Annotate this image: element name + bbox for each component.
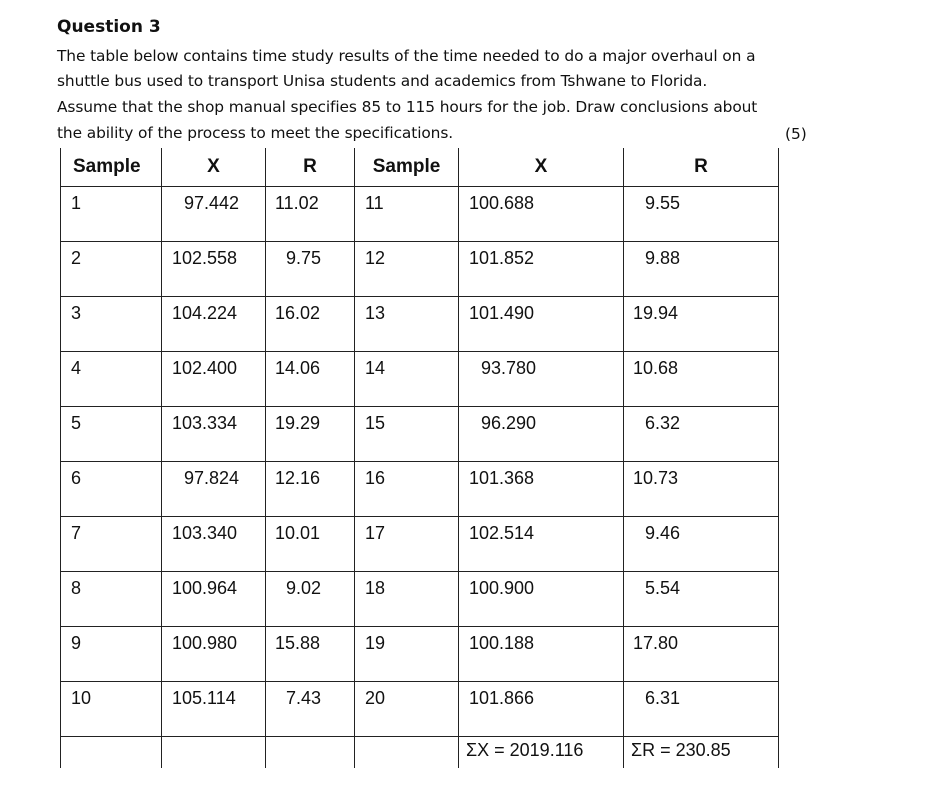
table-row — [61, 627, 779, 682]
cell-sample: 1 — [61, 187, 162, 242]
cell-r: 16.02 — [266, 297, 355, 352]
cell-r: 5.54 — [624, 572, 779, 627]
table-row — [61, 242, 779, 297]
cell-sample: 9 — [61, 627, 162, 682]
question-line-3: Assume that the shop manual specifies 85 to 115 hours for the job. Draw conclusions about — [57, 98, 758, 116]
cell-x: 102.514 — [459, 517, 624, 572]
cell-r: 9.46 — [624, 517, 779, 572]
cell-sample: 15 — [355, 407, 459, 462]
cell-x: 102.400 — [162, 352, 266, 407]
cell-sample: 17 — [355, 517, 459, 572]
time-study-table — [60, 148, 779, 768]
header-sample-2: Sample — [355, 148, 459, 187]
cell-r: 9.55 — [624, 187, 779, 242]
sum-x-total: ΣX = 2019.116 — [459, 737, 624, 768]
cell-sample: 19 — [355, 627, 459, 682]
cell-x: 96.290 — [459, 407, 624, 462]
table-row — [61, 297, 779, 352]
sum-r-total: ΣR = 230.85 — [624, 737, 779, 768]
cell-sample: 16 — [355, 462, 459, 517]
cell-r: 14.06 — [266, 352, 355, 407]
cell-r: 10.68 — [624, 352, 779, 407]
question-line-2: shuttle bus used to transport Unisa students and academics from Tshwane to Florida. — [57, 72, 708, 90]
empty-cell — [355, 737, 459, 768]
cell-x: 104.224 — [162, 297, 266, 352]
cell-x: 101.368 — [459, 462, 624, 517]
cell-x: 103.334 — [162, 407, 266, 462]
cell-x: 100.188 — [459, 627, 624, 682]
cell-x: 105.114 — [162, 682, 266, 737]
cell-sample: 3 — [61, 297, 162, 352]
cell-sample: 7 — [61, 517, 162, 572]
table-row — [61, 682, 779, 737]
table-row — [61, 407, 779, 462]
header-x-1: X — [162, 148, 266, 187]
cell-r: 10.73 — [624, 462, 779, 517]
cell-sample: 13 — [355, 297, 459, 352]
cell-x: 100.980 — [162, 627, 266, 682]
cell-sample: 18 — [355, 572, 459, 627]
table-row — [61, 572, 779, 627]
cell-x: 101.852 — [459, 242, 624, 297]
empty-cell — [162, 737, 266, 768]
cell-x: 100.688 — [459, 187, 624, 242]
cell-r: 12.16 — [266, 462, 355, 517]
cell-sample: 2 — [61, 242, 162, 297]
cell-x: 100.964 — [162, 572, 266, 627]
cell-x: 101.490 — [459, 297, 624, 352]
header-r-1: R — [266, 148, 355, 187]
cell-x: 102.558 — [162, 242, 266, 297]
cell-r: 17.80 — [624, 627, 779, 682]
cell-sample: 8 — [61, 572, 162, 627]
question-marks: (5) — [785, 125, 807, 143]
totals-row — [61, 737, 779, 768]
table-row — [61, 352, 779, 407]
cell-sample: 14 — [355, 352, 459, 407]
cell-x: 101.866 — [459, 682, 624, 737]
question-line-4: the ability of the process to meet the specifications. — [57, 124, 454, 142]
cell-sample: 10 — [61, 682, 162, 737]
cell-x: 97.824 — [162, 462, 266, 517]
table-row — [61, 462, 779, 517]
empty-cell — [266, 737, 355, 768]
cell-r: 19.94 — [624, 297, 779, 352]
cell-r: 9.88 — [624, 242, 779, 297]
cell-x: 93.780 — [459, 352, 624, 407]
table-header-row — [61, 148, 779, 187]
cell-sample: 12 — [355, 242, 459, 297]
cell-sample: 4 — [61, 352, 162, 407]
question-line-1: The table below contains time study results of the time needed to do a major overhaul on a — [57, 47, 756, 65]
table-row — [61, 517, 779, 572]
cell-r: 9.75 — [266, 242, 355, 297]
cell-r: 6.32 — [624, 407, 779, 462]
cell-r: 10.01 — [266, 517, 355, 572]
empty-cell — [61, 737, 162, 768]
cell-r: 7.43 — [266, 682, 355, 737]
question-heading: Question 3 — [57, 17, 161, 37]
cell-r: 6.31 — [624, 682, 779, 737]
cell-r: 11.02 — [266, 187, 355, 242]
header-r-2: R — [624, 148, 779, 187]
cell-r: 19.29 — [266, 407, 355, 462]
cell-sample: 6 — [61, 462, 162, 517]
header-x-2: X — [459, 148, 624, 187]
table-row — [61, 187, 779, 242]
cell-x: 97.442 — [162, 187, 266, 242]
cell-sample: 20 — [355, 682, 459, 737]
cell-r: 9.02 — [266, 572, 355, 627]
cell-x: 103.340 — [162, 517, 266, 572]
cell-sample: 5 — [61, 407, 162, 462]
header-sample-1: Sample — [61, 148, 162, 187]
cell-sample: 11 — [355, 187, 459, 242]
cell-x: 100.900 — [459, 572, 624, 627]
cell-r: 15.88 — [266, 627, 355, 682]
